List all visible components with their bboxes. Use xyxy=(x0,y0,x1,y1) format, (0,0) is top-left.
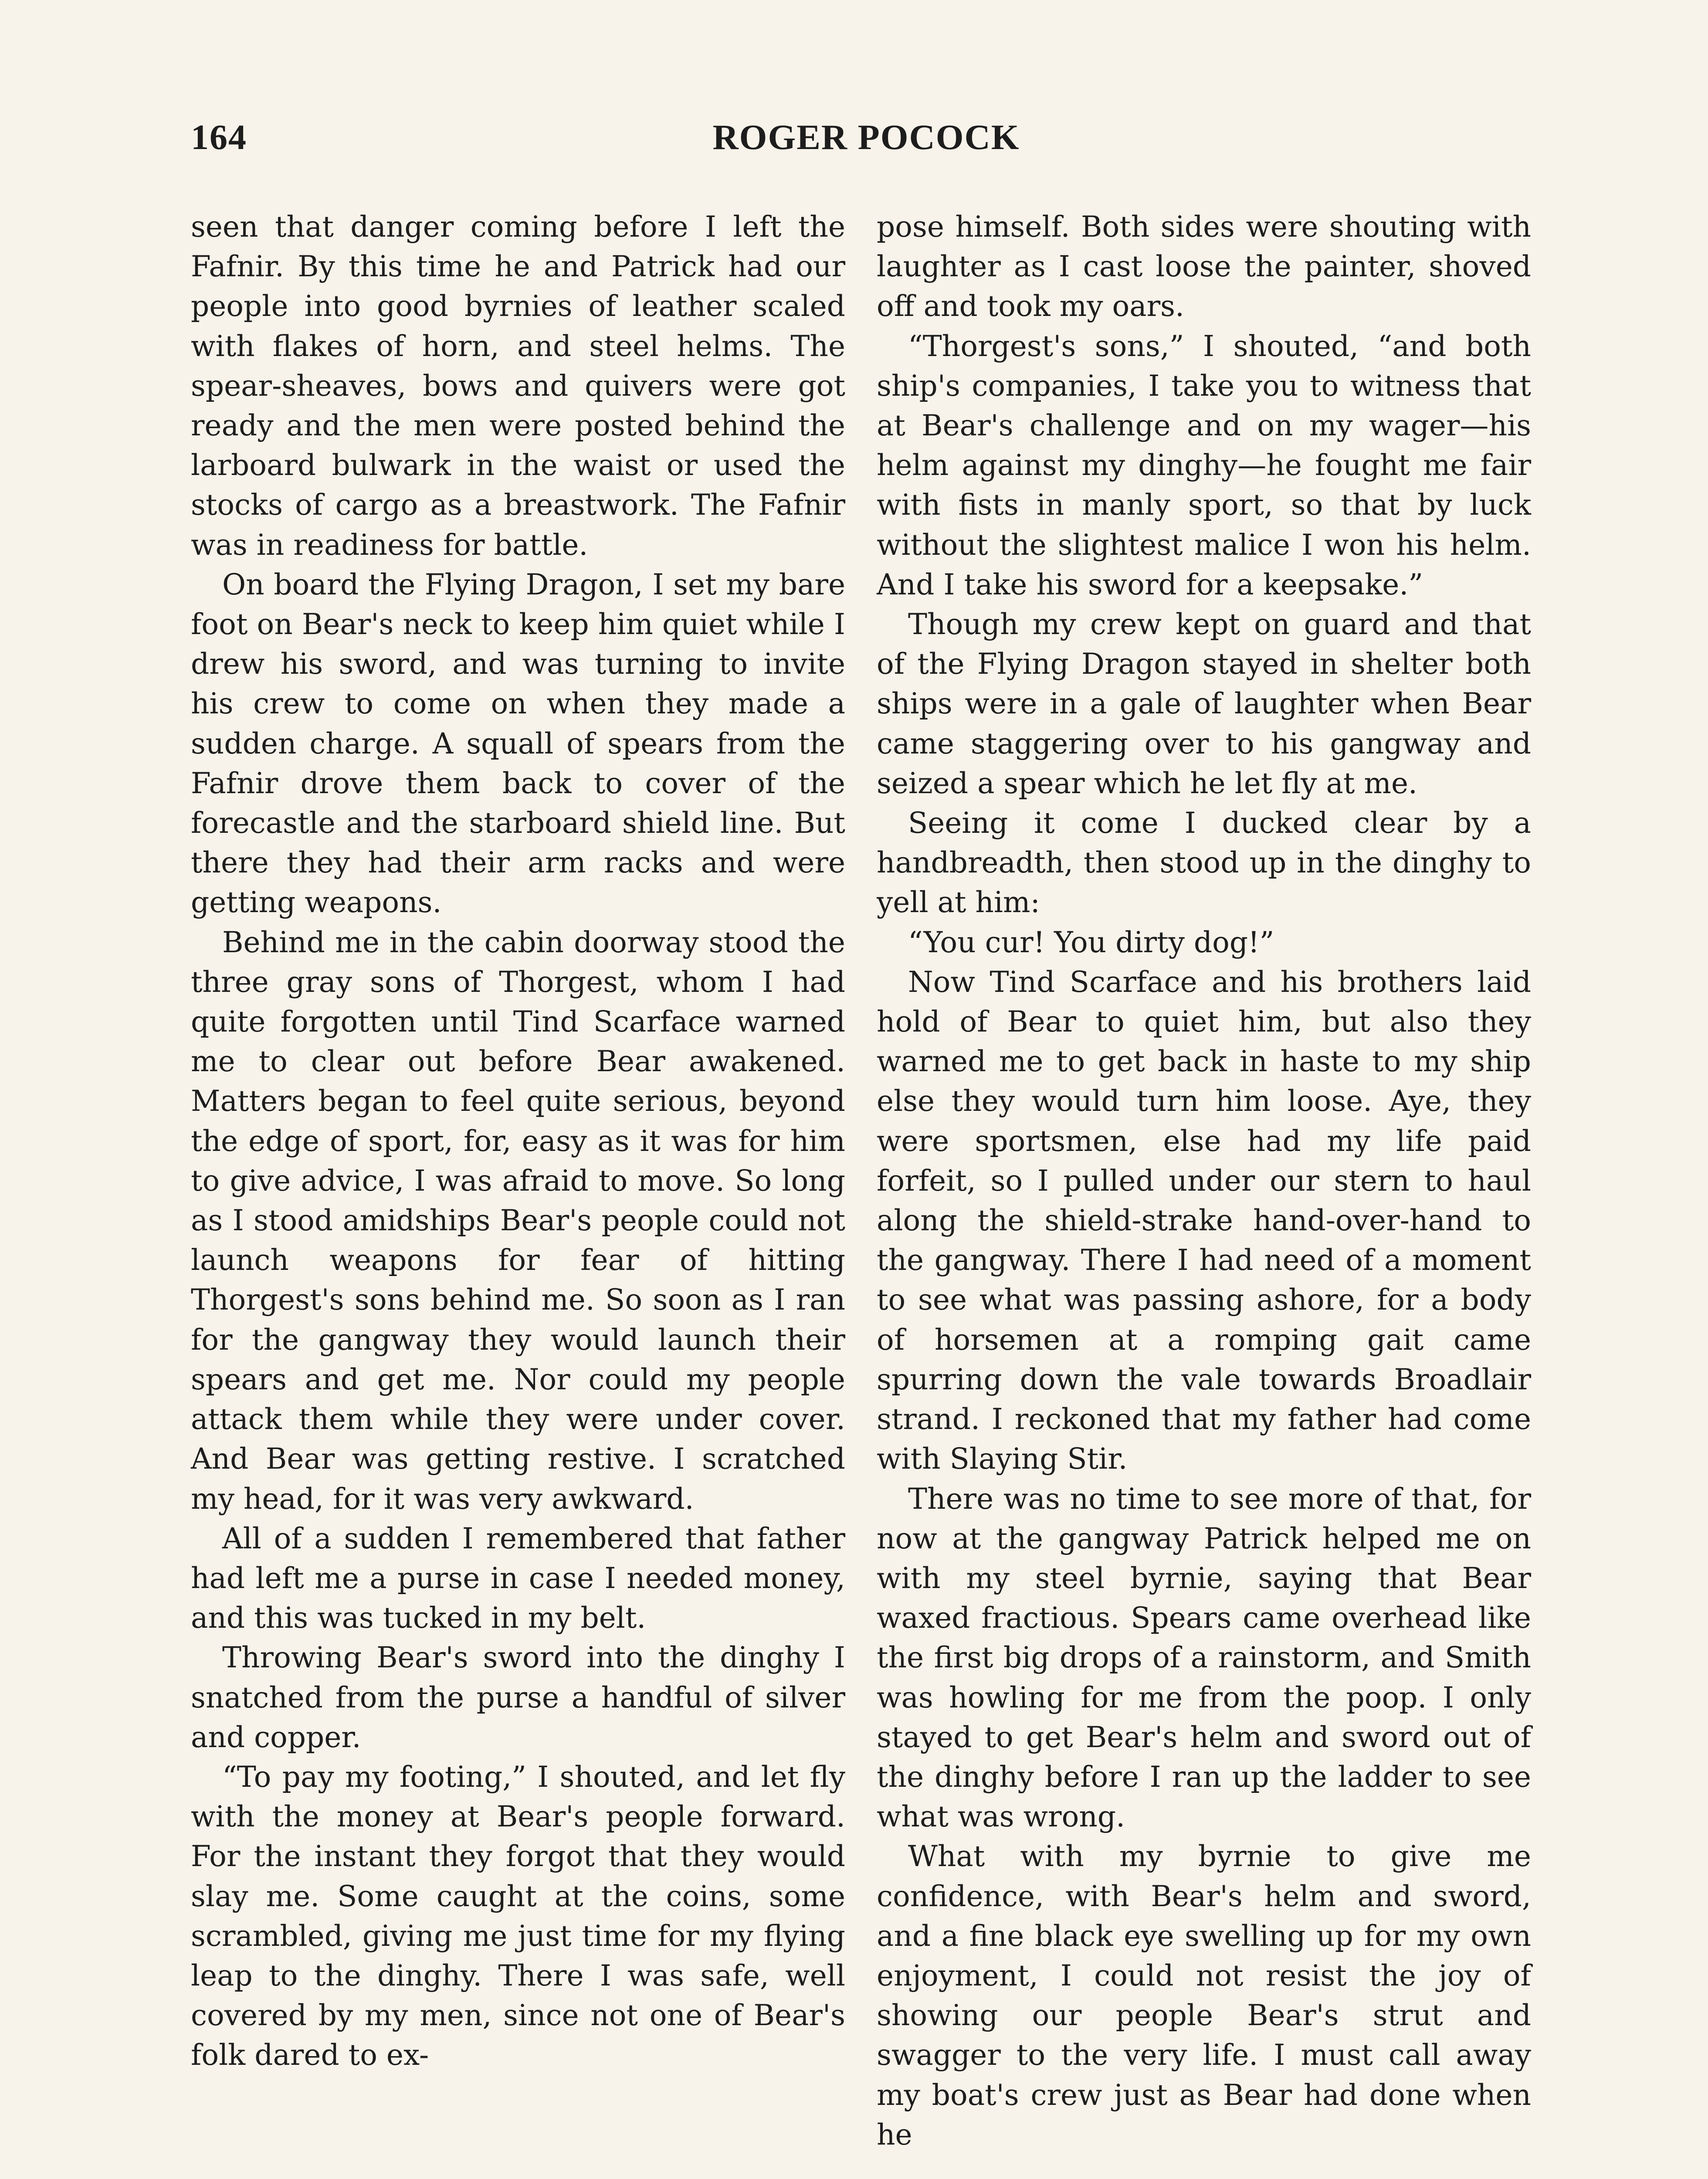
paragraph: There was no time to see more of that, for now at the gangway Patrick helped me on with my steel byrnie, saying that Bear waxed fractious. Spears came overhead like the first big drops of a rainstorm, and Smith was howling for me from the poop. I only stayed to get Bear's helm and sword out of the dinghy before I ran up the ladder to see what was wrong. xyxy=(877,1482,1531,1834)
page-header xyxy=(191,117,1542,169)
right-column xyxy=(877,207,1531,2155)
running-head: ROGER POCOCK xyxy=(712,117,1020,157)
left-column xyxy=(191,207,845,2075)
paragraph: What with my byrnie to give me confidence, with Bear's helm and sword, and a fine black eye swelling up for my own enjoyment, I could not resist the joy of showing our people Bear's strut and swagger to the very life. I must call away my boat's crew just as Bear had done when he xyxy=(877,1840,1531,2152)
page-number: 164 xyxy=(191,117,247,157)
paragraph: Behind me in the cabin doorway stood the three gray sons of Thorgest, whom I had quite forgotten until Tind Scarface warned me to clear out before Bear awakened. Matters began to feel quite serious, beyond the edge of sport, for, easy as it was for him to give advice, I was afraid to move. So long as I stood amidships Bear's people could not launch weapons for fear of hitting Thorgest's sons behind me. So soon as I ran for the gangway they would launch their spears and get me. Nor could my people attack them while they were under cover. And Bear was getting restive. I scratched my head, for it was very awkward. xyxy=(191,925,845,1516)
paragraph: Throwing Bear's sword into the dinghy I snatched from the purse a handful of silver and copper. xyxy=(191,1641,845,1754)
paragraph: “To pay my footing,” I shouted, and let fly with the money at Bear's people forward. For the instant they forgot that they would slay me. Some caught at the coins, some scrambled, giving me just time for my flying leap to the dinghy. There I was safe, well covered by my men, since not one of Bear's folk dared to ex- xyxy=(191,1760,845,2072)
paragraph: Now Tind Scarface and his brothers laid hold of Bear to quiet him, but also they warned me to get back in haste to my ship else they would turn him loose. Aye, they were sportsmen, else had my life paid forfeit, so I pulled under our stern to haul along the shield-strake hand-over-hand to the gangway. There I had need of a moment to see what was passing ashore, for a body of horsemen at a romping gait came spurring down the vale towards Broadlair strand. I reckoned that my father had come with Slaying Stir. xyxy=(877,965,1531,1476)
paragraph: seen that danger coming before I left the Fafnir. By this time he and Patrick had our people into good byrnies of leather scaled with flakes of horn, and steel helms. The spear-sheaves, bows and quivers were got ready and the men were posted behind the larboard bulwark in the waist or used the stocks of cargo as a breastwork. The Fafnir was in readiness for battle. xyxy=(191,210,845,562)
paragraph: “Thorgest's sons,” I shouted, “and both ship's companies, I take you to witness that at Bear's challenge and on my wager—his helm against my dinghy—he fought me fair with fists in manly sport, so that by luck without the slightest malice I won his helm. And I take his sword for a keepsake.” xyxy=(877,329,1531,601)
paragraph: On board the Flying Dragon, I set my bare foot on Bear's neck to keep him quiet while I drew his sword, and was turning to invite his crew to come on when they made a sudden charge. A squall of spears from the Fafnir drove them back to cover of the forecastle and the starboard shield line. But there they had their arm racks and were getting weapons. xyxy=(191,567,845,920)
paragraph: “You cur! You dirty dog!” xyxy=(908,925,1274,959)
paragraph: Though my crew kept on guard and that of the Flying Dragon stayed in shelter both ships were in a gale of laughter when Bear came staggering over to his gangway and seized a spear which he let fly at me. xyxy=(877,608,1531,800)
paragraph: Seeing it come I ducked clear by a handbreadth, then stood up in the dinghy to yell at him: xyxy=(877,806,1531,920)
paragraph: pose himself. Both sides were shouting with laughter as I cast loose the painter, shoved off and took my oars. xyxy=(877,210,1531,323)
paragraph: All of a sudden I remembered that father had left me a purse in case I needed money, and this was tucked in my belt. xyxy=(191,1521,845,1635)
